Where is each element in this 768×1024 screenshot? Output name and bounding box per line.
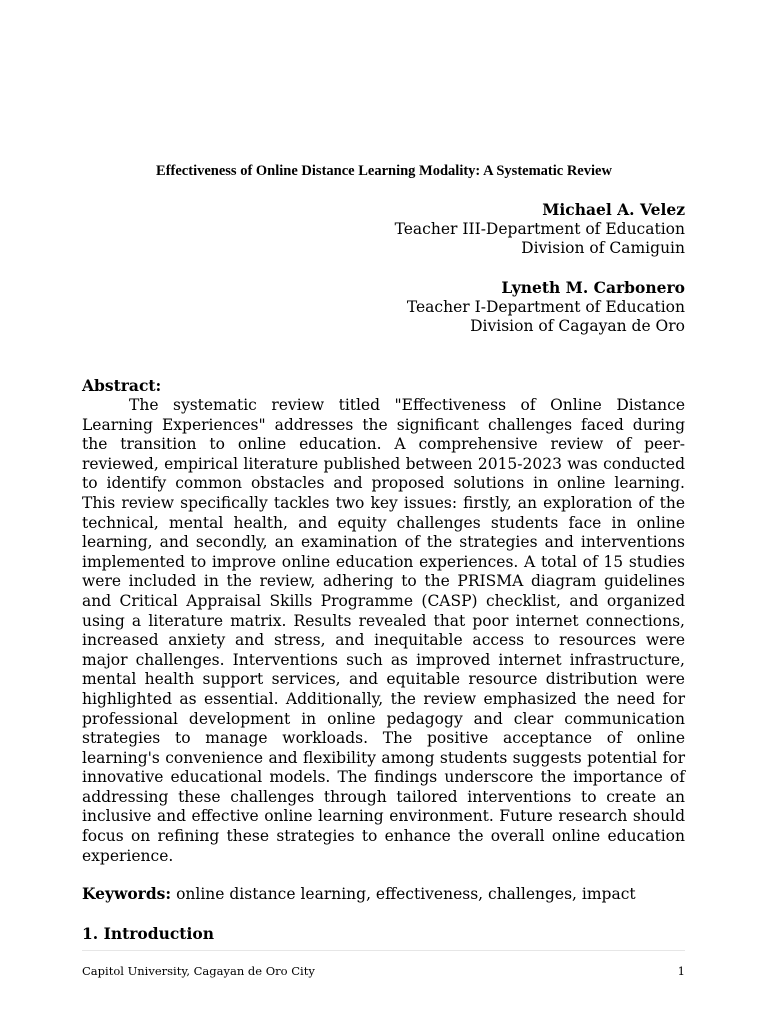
author-position: Teacher I-Department of Education: [406, 297, 685, 316]
author-position: Teacher III-Department of Education: [394, 219, 685, 238]
keywords-label: Keywords:: [82, 884, 172, 903]
author-name: Lyneth M. Carbonero: [501, 278, 685, 297]
footer-divider: [82, 950, 685, 951]
author-name: Michael A. Velez: [542, 200, 685, 219]
page-number: 1: [677, 964, 685, 978]
keywords-line: [82, 884, 685, 905]
author-division: Division of Camiguin: [521, 239, 685, 258]
footer-institution: Capitol University, Cagayan de Oro City: [82, 964, 315, 978]
keywords-text: online distance learning, effectiveness, challenges, impact: [176, 885, 636, 903]
author-block-1: [85, 200, 685, 259]
author-division: Division of Cagayan de Oro: [470, 317, 685, 336]
abstract-text: The systematic review titled "Effectiveness of Online Distance Learning Experiences" addresses the significant challenges faced during the transition to online education. A comprehensive review of peer-reviewed, empirical literature published between 2015-2023 was conducted to identify common obstacles and proposed solutions in online learning. This review specifically tackles two key issues: firstly, an exploration of the technical, mental health, and equity challenges students face in online learning, and secondly, an examination of the strategies and interventions implemented to improve online education experiences. A total of 15 studies were included in the review, adhering to the PRISMA diagram guidelines and Critical Appraisal Skills Programme (CASP) checklist, and organized using a literature matrix. Results revealed that poor internet connections, increased anxiety and stress, and inequitable access to resources were major challenges. Interventions such as improved internet infrastructure, mental health support services, and equitable resource distribution were highlighted as essential. Additionally, the review emphasized the need for professional development in online pedagogy and clear communication strategies to manage workloads. The positive acceptance of online learning's convenience and flexibility among students suggests potential for innovative educational models. The findings underscore the importance of addressing these challenges through tailored interventions to create an inclusive and effective online learning environment. Future research should focus on refining these strategies to enhance the overall online education experience.: [82, 396, 685, 865]
abstract-heading: Abstract:: [82, 376, 162, 395]
paper-title: Effectiveness of Online Distance Learning Modality: A Systematic Review: [156, 163, 612, 179]
section-heading: 1. Introduction: [82, 924, 214, 943]
author-block-2: [85, 278, 685, 337]
